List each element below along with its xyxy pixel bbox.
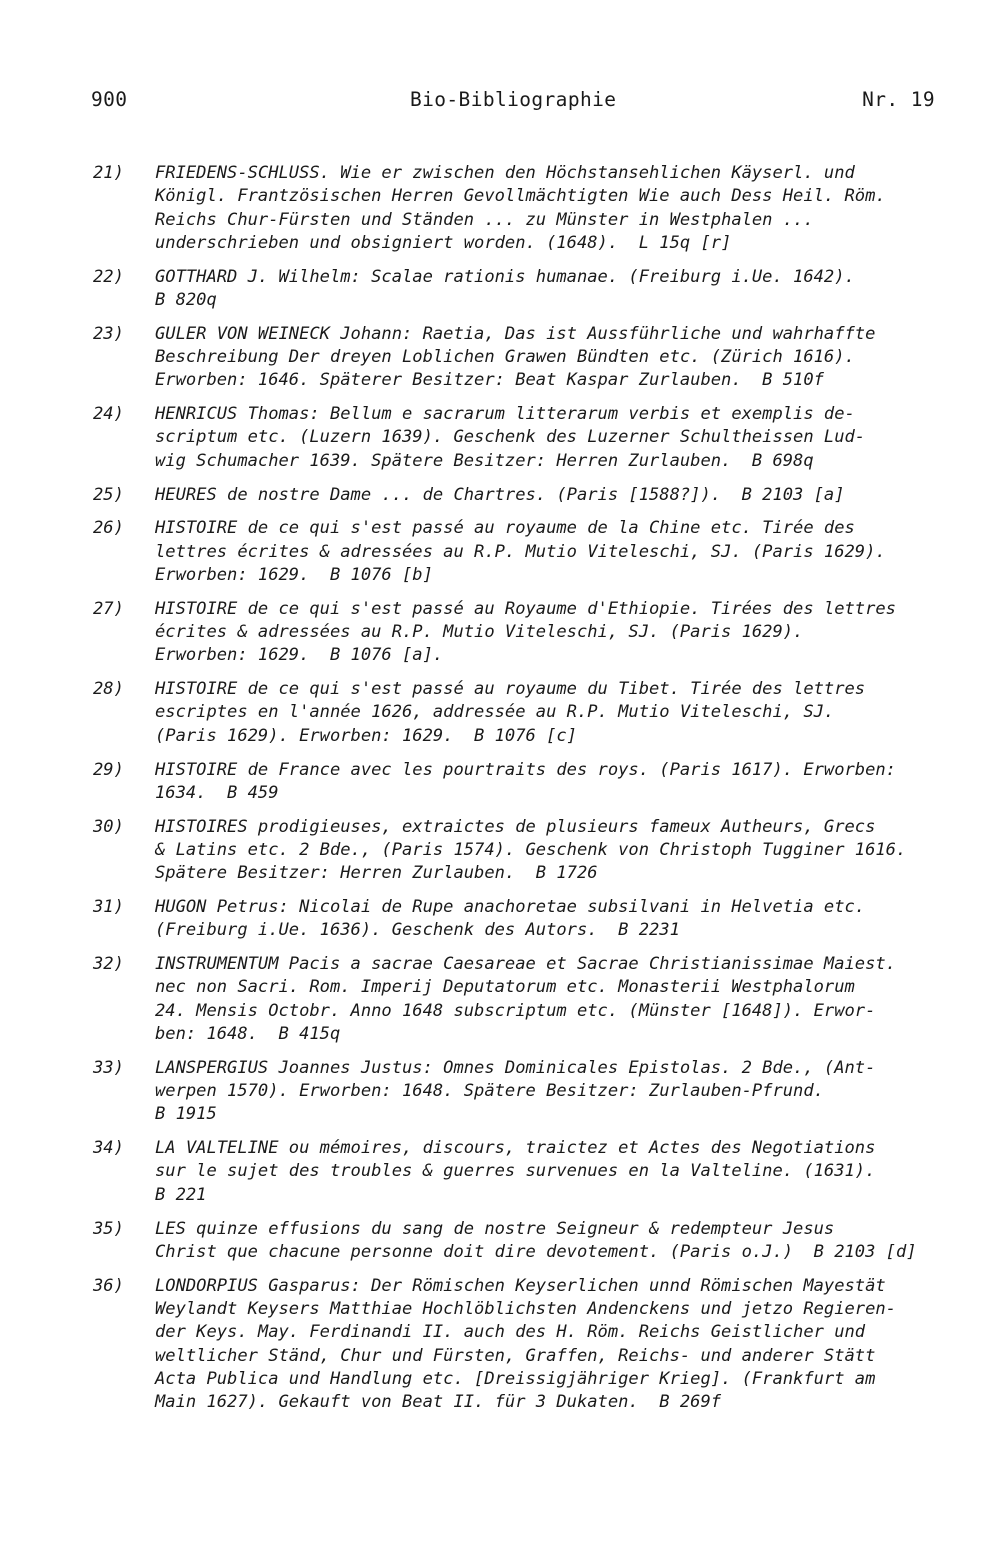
entry-line: Main 1627). Gekauft von Beat II. für 3 Dukaten. B 269f bbox=[155, 1392, 722, 1413]
entry-line: LONDORPIUS Gasparus: Der Römischen Keyserlichen unnd Römischen Mayestät bbox=[155, 1275, 886, 1296]
entry-line: (Freiburg i.Ue. 1636). Geschenk des Autors. B 2231 bbox=[155, 920, 680, 941]
bibliography-entry bbox=[93, 403, 993, 473]
bibliography-entry bbox=[93, 896, 993, 943]
entry-line: der Keys. May. Ferdinandi II. auch des H. Röm. Reichs Geistlicher und bbox=[155, 1322, 866, 1343]
bibliography-entry bbox=[93, 1057, 993, 1127]
entry-text bbox=[155, 759, 993, 806]
entry-number: 22) bbox=[93, 266, 124, 287]
entry-line: & Latins etc. 2 Bde., (Paris 1574). Geschenk von Christoph Tugginer 1616. bbox=[155, 839, 907, 860]
entry-line: weltlicher Ständ, Chur und Fürsten, Graffen, Reichs- und anderer Stätt bbox=[155, 1345, 876, 1366]
entry-text bbox=[155, 1057, 993, 1127]
entry-text bbox=[155, 816, 993, 886]
page-header bbox=[91, 88, 935, 116]
bibliography-entry bbox=[93, 678, 993, 748]
entry-text bbox=[155, 1137, 993, 1207]
bibliography-entry bbox=[93, 1275, 993, 1415]
entry-line: Spätere Besitzer: Herren Zurlauben. B 1726 bbox=[155, 863, 598, 884]
entry-text bbox=[155, 896, 993, 943]
entry-line: Christ que chacune personne doit dire devotement. (Paris o.J.) B 2103 [d] bbox=[155, 1241, 917, 1262]
entry-text bbox=[155, 162, 993, 255]
entry-number: 27) bbox=[93, 598, 124, 619]
bibliography-entry bbox=[93, 598, 993, 668]
bibliography-entry bbox=[93, 323, 993, 393]
entry-line: escriptes en l'année 1626, addressée au R.P. Mutio Viteleschi, SJ. bbox=[155, 702, 835, 723]
entry-line: FRIEDENS-SCHLUSS. Wie er zwischen den Höchstansehlichen Käyserl. und bbox=[155, 163, 855, 183]
entry-line: sur le sujet des troubles & guerres survenues en la Valteline. (1631). bbox=[155, 1161, 876, 1182]
bibliography-entry bbox=[93, 759, 993, 806]
entry-line: scriptum etc. (Luzern 1639). Geschenk des Luzerner Schultheissen Lud- bbox=[155, 427, 866, 448]
entry-line: INSTRUMENTUM Pacis a sacrae Caesareae et Sacrae Christianissimae Maiest. bbox=[155, 954, 896, 975]
entry-line: LA VALTELINE ou mémoires, discours, traictez et Actes des Negotiations bbox=[155, 1138, 876, 1159]
entry-line: HENRICUS Thomas: Bellum e sacrarum litterarum verbis et exemplis de- bbox=[155, 404, 855, 425]
bibliography-list bbox=[93, 162, 993, 1425]
entry-number: 34) bbox=[93, 1138, 124, 1159]
entry-line: lettres écrites & adressées au R.P. Mutio Viteleschi, SJ. (Paris 1629). bbox=[155, 541, 886, 562]
entry-line: 24. Mensis Octobr. Anno 1648 subscriptum etc. (Münster [1648]). Erwor- bbox=[155, 1000, 876, 1021]
entry-line: Reichs Chur-Fürsten und Ständen ... zu Münster in Westphalen ... bbox=[155, 209, 814, 230]
entry-text bbox=[155, 403, 993, 473]
entry-number: 33) bbox=[93, 1057, 124, 1078]
entry-line: underschrieben und obsigniert worden. (1648). L 15q [r] bbox=[155, 232, 732, 253]
entry-number: 21) bbox=[93, 163, 124, 183]
entry-line: GULER VON WEINECK Johann: Raetia, Das ist Aussführliche und wahrhaffte bbox=[155, 323, 876, 344]
entry-line: GOTTHARD J. Wilhelm: Scalae rationis humanae. (Freiburg i.Ue. 1642). bbox=[155, 266, 855, 287]
entry-line: B 1915 bbox=[155, 1104, 217, 1125]
entry-text bbox=[155, 953, 993, 1046]
entry-line: Erworben: 1629. B 1076 [b] bbox=[155, 564, 433, 585]
entry-text bbox=[155, 1218, 993, 1265]
entry-line: Acta Publica und Handlung etc. [Dreissigjähriger Krieg]. (Frankfurt am bbox=[155, 1368, 876, 1389]
page-number: 900 bbox=[91, 88, 128, 111]
entry-line: wig Schumacher 1639. Spätere Besitzer: Herren Zurlauben. B 698q bbox=[155, 450, 814, 471]
entry-line: HEURES de nostre Dame ... de Chartres. (Paris [1588?]). B 2103 [a] bbox=[155, 484, 845, 505]
entry-line: HISTOIRE de ce qui s'est passé au Royaume d'Ethiopie. Tirées des lettres bbox=[155, 598, 896, 619]
bibliography-entry bbox=[93, 1137, 993, 1207]
entry-line: HISTOIRE de France avec les pourtraits des roys. (Paris 1617). Erworben: bbox=[155, 759, 896, 780]
entry-line: Erworben: 1629. B 1076 [a]. bbox=[155, 645, 444, 666]
entry-number: 28) bbox=[93, 679, 124, 700]
entry-line: 1634. B 459 bbox=[155, 782, 279, 803]
entry-line: HUGON Petrus: Nicolai de Rupe anachoretae subsilvani in Helvetia etc. bbox=[155, 897, 866, 918]
entry-number: 35) bbox=[93, 1218, 124, 1239]
entry-text bbox=[155, 323, 993, 393]
entry-line: Weylandt Keysers Matthiae Hochlöblichsten Andenckens und jetzo Regieren- bbox=[155, 1298, 896, 1319]
entry-number: 32) bbox=[93, 954, 124, 975]
entry-line: LANSPERGIUS Joannes Justus: Omnes Dominicales Epistolas. 2 Bde., (Ant- bbox=[155, 1057, 876, 1078]
entry-number: 36) bbox=[93, 1275, 124, 1296]
bibliography-entry bbox=[93, 1218, 993, 1265]
entry-number: 23) bbox=[93, 323, 124, 344]
entry-line: B 820q bbox=[155, 289, 217, 310]
entry-text bbox=[155, 517, 993, 587]
entry-line: (Paris 1629). Erworben: 1629. B 1076 [c] bbox=[155, 725, 577, 746]
entry-line: B 221 bbox=[155, 1184, 207, 1205]
entry-number: 24) bbox=[93, 404, 124, 425]
entry-line: Königl. Frantzösischen Herren Gevollmächtigten Wie auch Dess Heil. Röm. bbox=[155, 186, 886, 207]
entry-text bbox=[155, 484, 993, 507]
bibliography-entry bbox=[93, 266, 993, 313]
entry-line: Erworben: 1646. Späterer Besitzer: Beat Kaspar Zurlauben. B 510f bbox=[155, 370, 824, 391]
entry-text bbox=[155, 1275, 993, 1415]
bibliography-entry bbox=[93, 484, 993, 507]
entry-line: LES quinze effusions du sang de nostre Seigneur & redempteur Jesus bbox=[155, 1218, 835, 1239]
entry-line: écrites & adressées au R.P. Mutio Viteleschi, SJ. (Paris 1629). bbox=[155, 622, 804, 643]
entry-line: nec non Sacri. Rom. Imperij Deputatorum etc. Monasterii Westphalorum bbox=[155, 977, 855, 998]
entry-line: werpen 1570). Erworben: 1648. Spätere Besitzer: Zurlauben-Pfrund. bbox=[155, 1081, 824, 1102]
entry-text bbox=[155, 266, 993, 313]
bibliography-entry bbox=[93, 816, 993, 886]
entry-line: HISTOIRE de ce qui s'est passé au royaume du Tibet. Tirée des lettres bbox=[155, 679, 866, 700]
entry-text bbox=[155, 598, 993, 668]
entry-line: HISTOIRES prodigieuses, extraictes de plusieurs fameux Autheurs, Grecs bbox=[155, 816, 876, 837]
entry-line: Beschreibung Der dreyen Loblichen Grawen Bündten etc. (Zürich 1616). bbox=[155, 347, 855, 368]
running-title: Bio-Bibliographie bbox=[410, 88, 617, 111]
section-number: Nr. 19 bbox=[862, 88, 935, 111]
entry-line: ben: 1648. B 415q bbox=[155, 1024, 341, 1044]
entry-number: 31) bbox=[93, 897, 124, 918]
entry-number: 29) bbox=[93, 759, 124, 780]
entry-number: 25) bbox=[93, 484, 124, 505]
bibliography-entry bbox=[93, 517, 993, 587]
entry-number: 30) bbox=[93, 816, 124, 837]
entry-line: HISTOIRE de ce qui s'est passé au royaume de la Chine etc. Tirée des bbox=[155, 518, 855, 539]
entry-text bbox=[155, 678, 993, 748]
entry-number: 26) bbox=[93, 518, 124, 539]
bibliography-entry bbox=[93, 953, 993, 1046]
bibliography-entry bbox=[93, 162, 993, 255]
